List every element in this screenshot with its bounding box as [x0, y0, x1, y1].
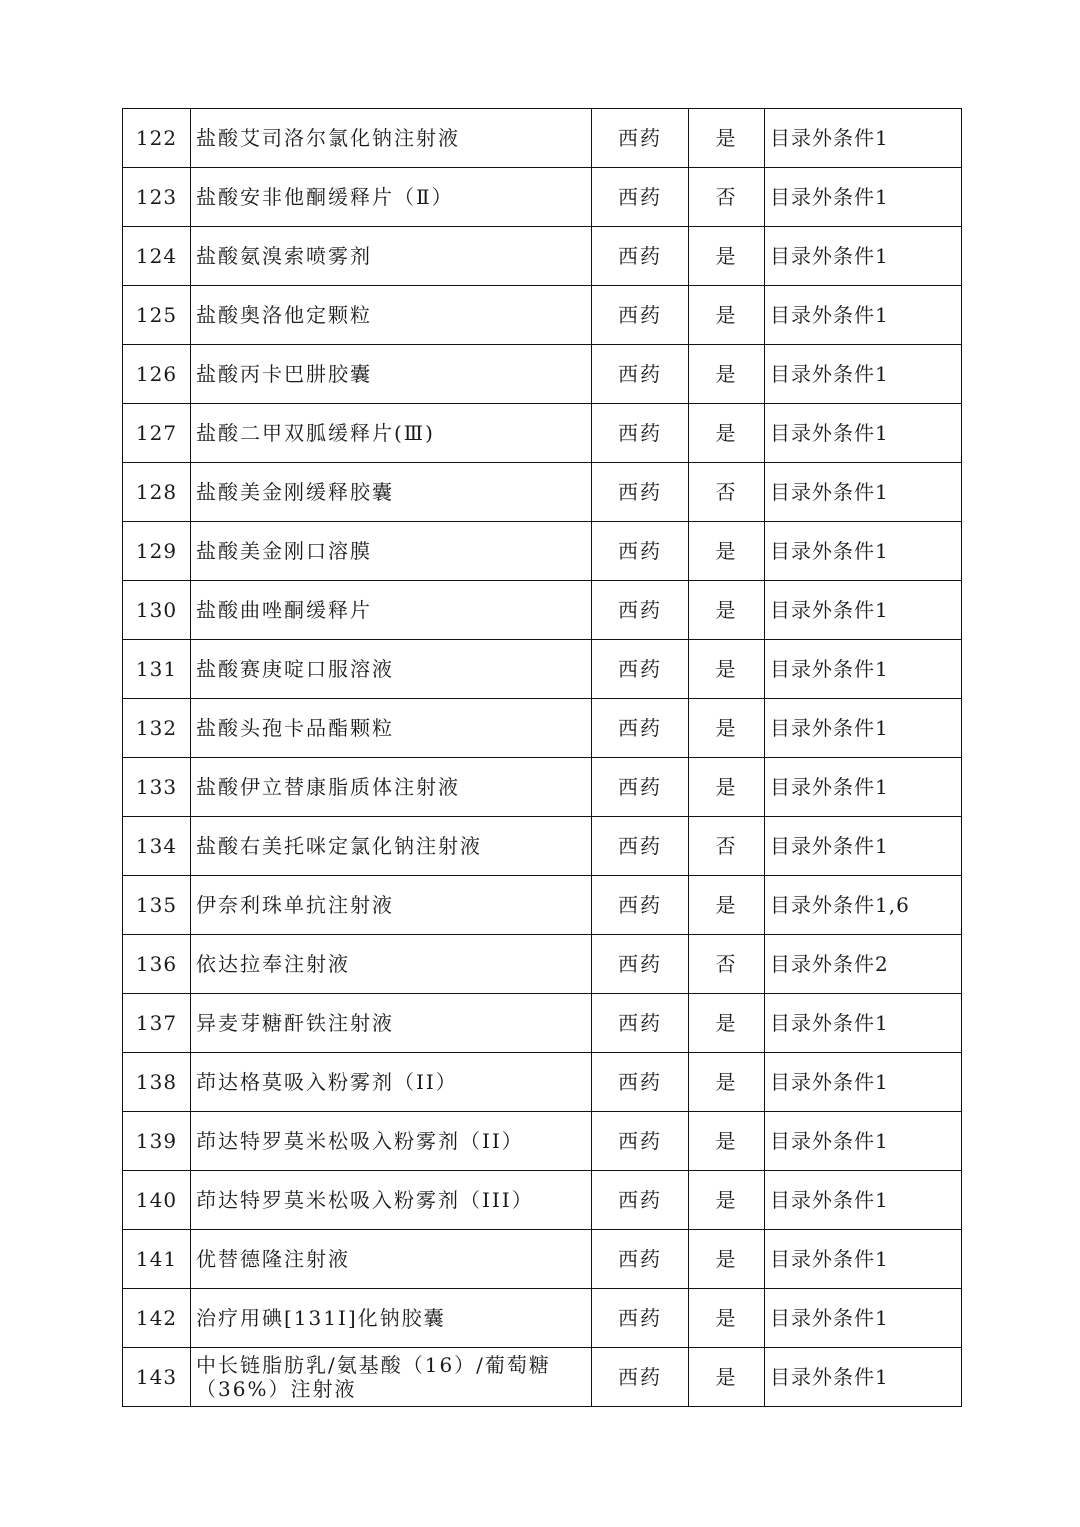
yes-no-flag: 是	[689, 109, 765, 168]
table-body	[123, 109, 962, 1407]
yes-no-flag: 是	[689, 876, 765, 935]
condition-text: 目录外条件1	[765, 227, 962, 286]
yes-no-flag: 是	[689, 640, 765, 699]
yes-no-flag: 是	[689, 227, 765, 286]
table-row	[123, 522, 962, 581]
table-row	[123, 699, 962, 758]
drug-category: 西药	[592, 1053, 689, 1112]
row-number: 123	[123, 168, 191, 227]
drug-name: 茚达特罗莫米松吸入粉雾剂（III）	[191, 1171, 592, 1230]
condition-text: 目录外条件1	[765, 404, 962, 463]
table-row	[123, 876, 962, 935]
drug-name: 盐酸曲唑酮缓释片	[191, 581, 592, 640]
drug-category: 西药	[592, 522, 689, 581]
yes-no-flag: 是	[689, 581, 765, 640]
row-number: 143	[123, 1348, 191, 1407]
condition-text: 目录外条件1	[765, 817, 962, 876]
yes-no-flag: 是	[689, 1053, 765, 1112]
drug-name: 盐酸美金刚口溶膜	[191, 522, 592, 581]
drug-name: 伊奈利珠单抗注射液	[191, 876, 592, 935]
row-number: 122	[123, 109, 191, 168]
row-number: 141	[123, 1230, 191, 1289]
row-number: 130	[123, 581, 191, 640]
drug-name: 优替德隆注射液	[191, 1230, 592, 1289]
drug-category: 西药	[592, 876, 689, 935]
table-row	[123, 1171, 962, 1230]
drug-name: 盐酸艾司洛尔氯化钠注射液	[191, 109, 592, 168]
yes-no-flag: 是	[689, 404, 765, 463]
drug-name: 盐酸美金刚缓释胶囊	[191, 463, 592, 522]
row-number: 129	[123, 522, 191, 581]
condition-text: 目录外条件1,6	[765, 876, 962, 935]
row-number: 142	[123, 1289, 191, 1348]
condition-text: 目录外条件1	[765, 581, 962, 640]
drug-name: 治疗用碘[131I]化钠胶囊	[191, 1289, 592, 1348]
yes-no-flag: 否	[689, 463, 765, 522]
table-row	[123, 817, 962, 876]
table-row	[123, 227, 962, 286]
row-number: 139	[123, 1112, 191, 1171]
condition-text: 目录外条件1	[765, 286, 962, 345]
yes-no-flag: 是	[689, 994, 765, 1053]
drug-category: 西药	[592, 109, 689, 168]
yes-no-flag: 是	[689, 699, 765, 758]
condition-text: 目录外条件1	[765, 522, 962, 581]
condition-text: 目录外条件1	[765, 699, 962, 758]
yes-no-flag: 否	[689, 168, 765, 227]
drug-category: 西药	[592, 935, 689, 994]
yes-no-flag: 是	[689, 1348, 765, 1407]
yes-no-flag: 是	[689, 1112, 765, 1171]
drug-name: 盐酸安非他酮缓释片（Ⅱ）	[191, 168, 592, 227]
condition-text: 目录外条件1	[765, 109, 962, 168]
row-number: 138	[123, 1053, 191, 1112]
table-row	[123, 581, 962, 640]
drug-category: 西药	[592, 817, 689, 876]
condition-text: 目录外条件1	[765, 994, 962, 1053]
table-row	[123, 1230, 962, 1289]
drug-name: 盐酸丙卡巴肼胶囊	[191, 345, 592, 404]
row-number: 140	[123, 1171, 191, 1230]
condition-text: 目录外条件1	[765, 1289, 962, 1348]
yes-no-flag: 是	[689, 1171, 765, 1230]
drug-name: 盐酸右美托咪定氯化钠注射液	[191, 817, 592, 876]
row-number: 131	[123, 640, 191, 699]
drug-name: 盐酸头孢卡品酯颗粒	[191, 699, 592, 758]
drug-category: 西药	[592, 1230, 689, 1289]
yes-no-flag: 是	[689, 345, 765, 404]
table-row	[123, 640, 962, 699]
drug-name: 异麦芽糖酐铁注射液	[191, 994, 592, 1053]
row-number: 135	[123, 876, 191, 935]
condition-text: 目录外条件1	[765, 1112, 962, 1171]
drug-name: 茚达格莫吸入粉雾剂（II）	[191, 1053, 592, 1112]
row-number: 128	[123, 463, 191, 522]
drug-list-table-container	[122, 108, 961, 1407]
yes-no-flag: 否	[689, 935, 765, 994]
table-row	[123, 345, 962, 404]
condition-text: 目录外条件1	[765, 168, 962, 227]
row-number: 127	[123, 404, 191, 463]
row-number: 124	[123, 227, 191, 286]
drug-category: 西药	[592, 1348, 689, 1407]
condition-text: 目录外条件1	[765, 1230, 962, 1289]
yes-no-flag: 是	[689, 758, 765, 817]
table-row	[123, 1289, 962, 1348]
drug-category: 西药	[592, 286, 689, 345]
drug-category: 西药	[592, 345, 689, 404]
yes-no-flag: 是	[689, 522, 765, 581]
drug-name: 盐酸氨溴索喷雾剂	[191, 227, 592, 286]
condition-text: 目录外条件1	[765, 1171, 962, 1230]
drug-name: 盐酸奥洛他定颗粒	[191, 286, 592, 345]
yes-no-flag: 是	[689, 286, 765, 345]
drug-category: 西药	[592, 640, 689, 699]
drug-name: 中长链脂肪乳/氨基酸（16）/葡萄糖（36%）注射液	[191, 1348, 592, 1407]
table-row	[123, 1348, 962, 1407]
drug-name: 茚达特罗莫米松吸入粉雾剂（II）	[191, 1112, 592, 1171]
drug-category: 西药	[592, 699, 689, 758]
condition-text: 目录外条件1	[765, 758, 962, 817]
table-row	[123, 758, 962, 817]
row-number: 136	[123, 935, 191, 994]
table-row	[123, 935, 962, 994]
row-number: 132	[123, 699, 191, 758]
drug-category: 西药	[592, 168, 689, 227]
table-row	[123, 286, 962, 345]
drug-category: 西药	[592, 1289, 689, 1348]
table-row	[123, 463, 962, 522]
table-row	[123, 109, 962, 168]
drug-name: 盐酸伊立替康脂质体注射液	[191, 758, 592, 817]
drug-category: 西药	[592, 1112, 689, 1171]
table-row	[123, 1112, 962, 1171]
yes-no-flag: 是	[689, 1289, 765, 1348]
condition-text: 目录外条件1	[765, 463, 962, 522]
drug-category: 西药	[592, 758, 689, 817]
drug-category: 西药	[592, 994, 689, 1053]
drug-list-table	[122, 108, 962, 1407]
table-row	[123, 994, 962, 1053]
row-number: 126	[123, 345, 191, 404]
row-number: 137	[123, 994, 191, 1053]
drug-category: 西药	[592, 1171, 689, 1230]
yes-no-flag: 是	[689, 1230, 765, 1289]
table-row	[123, 1053, 962, 1112]
condition-text: 目录外条件2	[765, 935, 962, 994]
drug-name: 盐酸二甲双胍缓释片(Ⅲ)	[191, 404, 592, 463]
drug-name: 盐酸赛庚啶口服溶液	[191, 640, 592, 699]
drug-category: 西药	[592, 227, 689, 286]
condition-text: 目录外条件1	[765, 345, 962, 404]
drug-category: 西药	[592, 581, 689, 640]
table-row	[123, 404, 962, 463]
drug-category: 西药	[592, 463, 689, 522]
condition-text: 目录外条件1	[765, 1053, 962, 1112]
yes-no-flag: 否	[689, 817, 765, 876]
drug-name: 依达拉奉注射液	[191, 935, 592, 994]
row-number: 125	[123, 286, 191, 345]
row-number: 134	[123, 817, 191, 876]
condition-text: 目录外条件1	[765, 640, 962, 699]
table-row	[123, 168, 962, 227]
drug-category: 西药	[592, 404, 689, 463]
condition-text: 目录外条件1	[765, 1348, 962, 1407]
row-number: 133	[123, 758, 191, 817]
